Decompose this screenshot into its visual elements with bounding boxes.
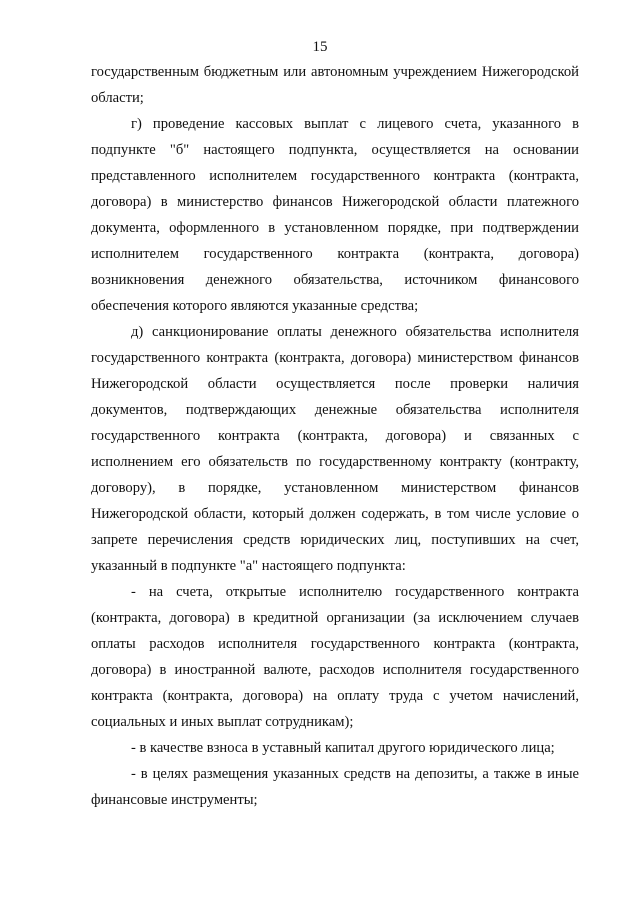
paragraph-continuation: государственным бюджетным или автономным учреждением Нижегородской области; bbox=[91, 64, 579, 106]
paragraph-item-g: г) проведение кассовых выплат с лицевого счета, указанного в подпункте "б" настоящего подпункта, осуществляется на основании представленного исполнителем государственного контракта (контракта, договора) в министерство финансов Нижегородской области платежного документа, оформленного в установленном порядке, при подтверждении исполнителем государственного контракта (контракта, договора) возникновения денежного обязательства, источником финансового обеспечения которого являются указанные средства; bbox=[91, 116, 579, 314]
paragraph-dash-deposits: - в целях размещения указанных средств на депозиты, а также в иные финансовые инструменты; bbox=[91, 766, 579, 808]
paragraph-dash-capital: - в качестве взноса в уставный капитал другого юридического лица; bbox=[131, 740, 555, 756]
document-body bbox=[91, 59, 579, 813]
paragraph-item-d: д) санкционирование оплаты денежного обязательства исполнителя государственного контракта (контракта, договора) министерством финансов Нижегородской области осуществляется после проверки наличия документов, подтверждающих денежные обязательства исполнителя государственного контракта (контракта, договора) и связанных с исполнением его обязательств по государственному контракту (контракту, договору), в порядке, установленном министерством финансов Нижегородской области, который должен содержать, в том числе условие о запрете перечисления средств юридических лиц, поступивших на счет, указанный в подпункте "а" настоящего подпункта: bbox=[91, 324, 579, 574]
paragraph-dash-accounts: - на счета, открытые исполнителю государственного контракта (контракта, договора) в кредитной организации (за исключением случаев оплаты расходов исполнителя государственного контракта (контракта, договора) в иностранной валюте, расходов исполнителя государственного контракта (контракта, договора) на оплату труда с учетом начислений, социальных и иных выплат сотрудникам); bbox=[91, 584, 579, 730]
page-number: 15 bbox=[312, 39, 328, 55]
